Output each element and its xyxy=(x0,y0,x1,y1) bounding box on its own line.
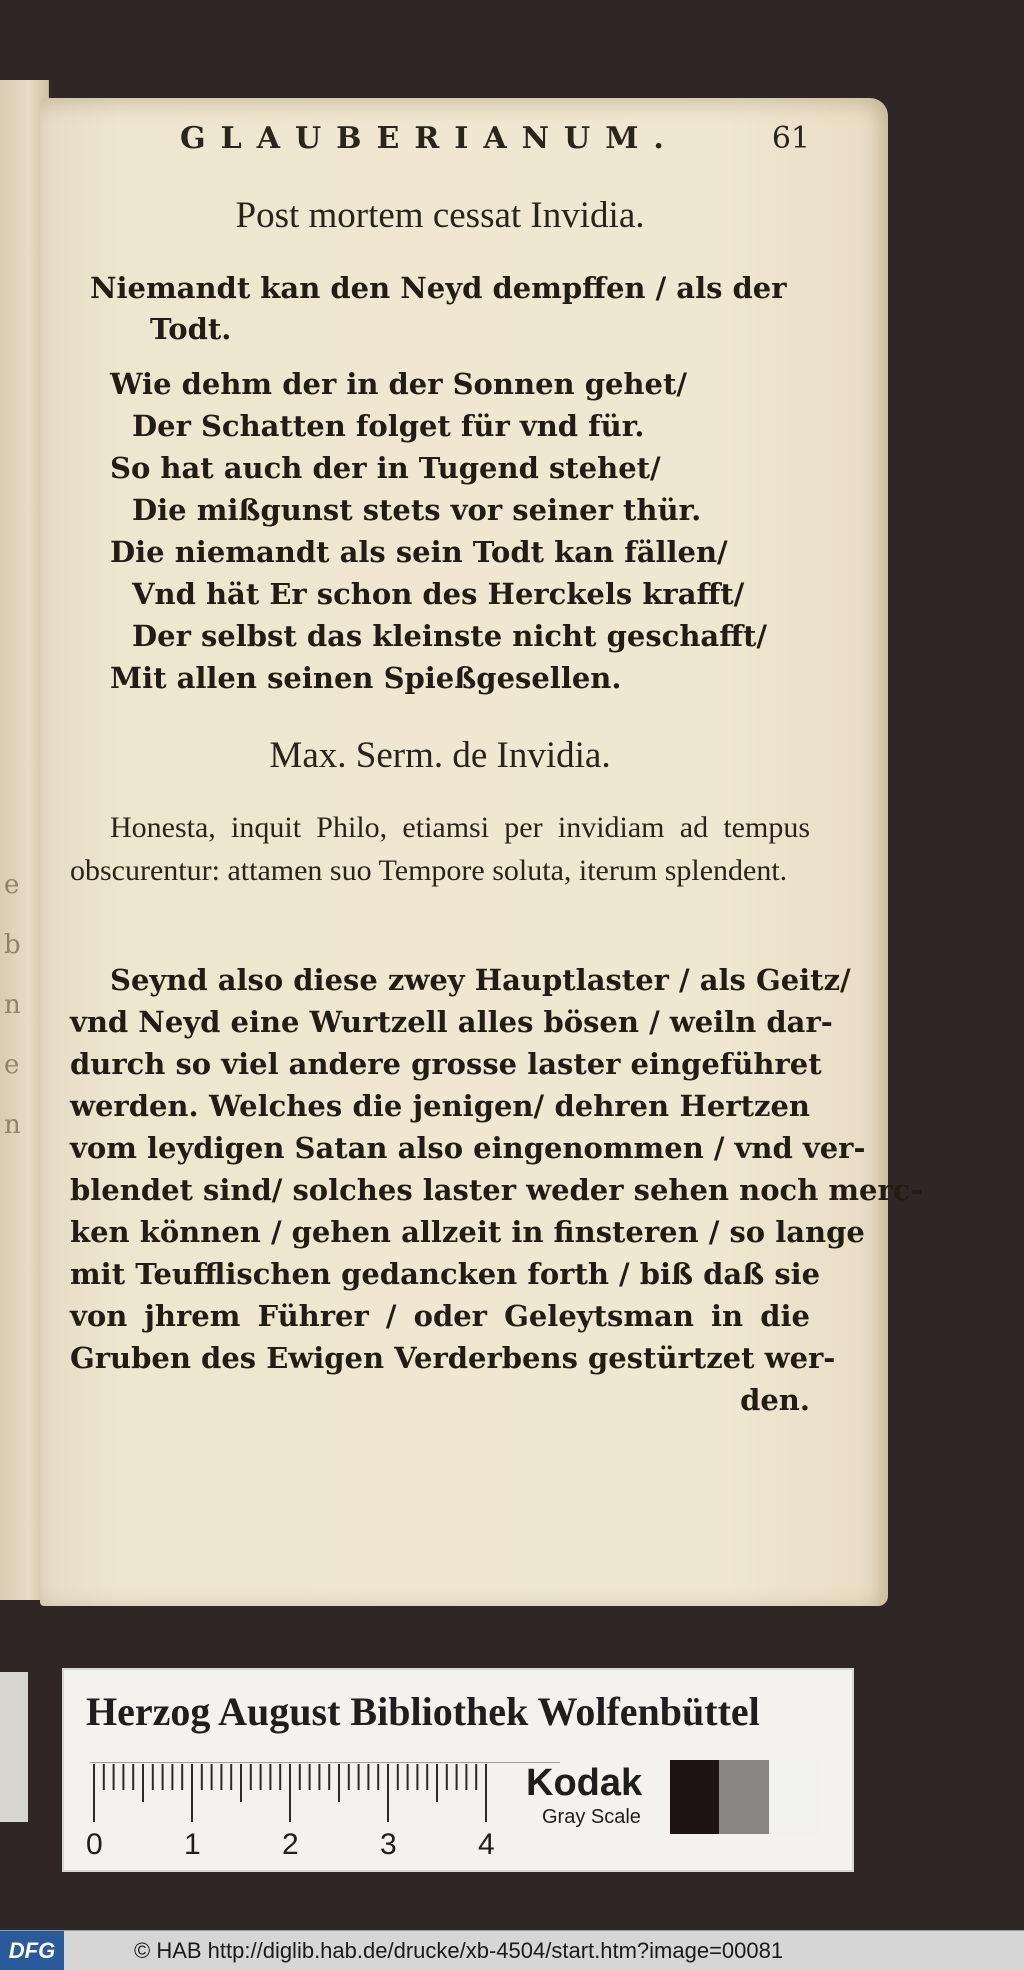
prose-line: von jhrem Führer / oder Geleytsman in die xyxy=(70,1299,810,1333)
prose-line: blendet sind/ solches laster weder sehen noch merc- xyxy=(70,1173,923,1207)
prose-line: Seynd also diese zwey Hauptlaster / als Geitz/ xyxy=(110,963,851,997)
gray-scale-label: Gray Scale xyxy=(542,1806,641,1828)
ruler-labels xyxy=(86,1828,566,1862)
prose-line: den. xyxy=(740,1383,810,1417)
library-name: Herzog August Bibliothek Wolfenbüttel xyxy=(86,1689,760,1734)
latin-heading: Max. Serm. de Invidia. xyxy=(269,735,611,776)
footer-bar xyxy=(0,1930,1024,1970)
ruler-label: 3 xyxy=(380,1828,397,1861)
latin-quote xyxy=(70,806,810,892)
poem-line: Der selbst das kleinste nicht geschafft/ xyxy=(132,619,767,653)
ruler-label: 0 xyxy=(86,1828,103,1861)
ruler-label: 4 xyxy=(478,1828,495,1861)
motto-heading: Post mortem cessat Invidia. xyxy=(235,195,645,236)
color-card xyxy=(62,1668,854,1872)
dfg-logo[interactable]: DFG xyxy=(0,1931,64,1970)
prose-line: werden. Welches die jenigen/ dehren Hertzen xyxy=(70,1089,810,1123)
gray-patch xyxy=(769,1760,818,1834)
prose-paragraph xyxy=(70,960,923,1422)
prose-line: vom leydigen Satan also eingenommen / vnd ver- xyxy=(70,1131,866,1165)
copyright-link[interactable]: © HAB http://diglib.hab.de/drucke/xb-4504/start.htm?image=00081 xyxy=(134,1938,784,1963)
ruler-icon xyxy=(90,1762,560,1822)
ruler-label: 1 xyxy=(184,1828,201,1861)
prose-line: Gruben des Ewigen Verderbens gestürtzet wer- xyxy=(70,1341,836,1375)
edge-mark: n xyxy=(4,1110,21,1140)
edge-mark: e xyxy=(4,870,20,900)
prose-line: ken können / gehen allzeit in finsteren / so lange xyxy=(70,1215,865,1249)
poem-line: Wie dehm der in der Sonnen gehet/ xyxy=(110,367,687,401)
gray-patch xyxy=(670,1760,719,1834)
prose-line: mit Teufflischen gedancken forth / biß daß sie xyxy=(70,1257,821,1291)
prose-line: durch so viel andere grosse laster eingeführet xyxy=(70,1047,822,1081)
running-title: GLAUBERIANUM. xyxy=(180,120,679,156)
edge-mark: n xyxy=(4,990,21,1020)
motto-line: Niemandt kan den Neyd dempffen / als der xyxy=(90,271,787,305)
poem-line: Die mißgunst stets vor seiner thür. xyxy=(132,493,702,527)
poem-line: Vnd hät Er schon des Herckels krafft/ xyxy=(132,577,745,611)
poem-line: Der Schatten folget für vnd für. xyxy=(132,409,645,443)
motto xyxy=(90,268,810,350)
motto-line: Todt. xyxy=(150,312,232,346)
edge-mark: e xyxy=(4,1050,20,1080)
ruler-label: 2 xyxy=(282,1828,299,1861)
edge-mark: b xyxy=(4,930,21,960)
gray-patches xyxy=(670,1760,818,1834)
prose-line: vnd Neyd eine Wurtzell alles bösen / weiln dar- xyxy=(70,1005,833,1039)
latin-text: Honesta, inquit Philo, etiamsi per invidiam ad tempus obscurentur: attamen suo Tempore soluta, iterum splendent. xyxy=(70,811,810,887)
gray-patch xyxy=(719,1760,768,1834)
kodak-brand: Kodak xyxy=(526,1762,643,1804)
poem-line: Mit allen seinen Spießgesellen. xyxy=(110,661,622,695)
poem xyxy=(110,364,810,700)
book-page xyxy=(40,98,923,1606)
poem-line: Die niemandt als sein Todt kan fällen/ xyxy=(110,535,728,569)
page-header xyxy=(180,116,810,160)
card-edge xyxy=(0,1672,28,1822)
page-number: 61 xyxy=(771,120,810,156)
poem-line: So hat auch der in Tugend stehet/ xyxy=(110,451,661,485)
